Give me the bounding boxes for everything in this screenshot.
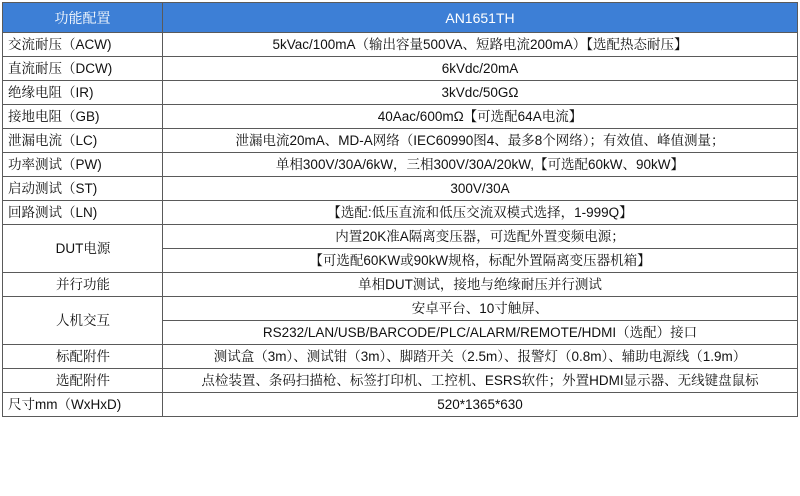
table-row [3,81,798,105]
row-label-gb: 接地电阻（GB) [3,105,163,129]
row-label-ln: 回路测试（LN) [3,201,163,225]
table-row [3,57,798,81]
table-row [3,105,798,129]
row-value-dcw: 6kVdc/20mA [163,57,798,81]
row-value-hmi-2: RS232/LAN/USB/BARCODE/PLC/ALARM/REMOTE/HDMI（选配）接口 [163,321,798,345]
row-value-hmi-1: 安卓平台、10寸触屏、 [163,297,798,321]
table-row [3,297,798,321]
row-value-st: 300V/30A [163,177,798,201]
table-row [3,201,798,225]
row-value-lc: 泄漏电流20mA、MD-A网络（IEC60990图4、最多8个网络）；有效值、峰值测量； [163,129,798,153]
row-value-acw: 5kVac/100mA（输出容量500VA、短路电流200mA）【选配热态耐压】 [163,33,798,57]
row-label-lc: 泄漏电流（LC) [3,129,163,153]
header-function-config: 功能配置 [3,3,163,33]
table-row [3,393,798,417]
table-row [3,225,798,249]
table-row [3,369,798,393]
row-value-ln: 【选配:低压直流和低压交流双模式选择，1-999Q】 [163,201,798,225]
row-label-hmi: 人机交互 [3,297,163,345]
row-value-dut-power-1: 内置20K准A隔离变压器，可选配外置变频电源； [163,225,798,249]
spec-table [2,2,798,417]
row-value-std-accessories: 测试盒（3m）、测试钳（3m）、脚踏开关（2.5m）、报警灯（0.8m）、辅助电源线（1.9m） [163,345,798,369]
table-row [3,273,798,297]
row-value-dimensions: 520*1365*630 [163,393,798,417]
row-label-parallel: 并行功能 [3,273,163,297]
row-value-pw: 单相300V/30A/6kW，三相300V/30A/20kW,【可选配60kW、90kW】 [163,153,798,177]
header-row [3,3,798,33]
row-label-ir: 绝缘电阻（IR) [3,81,163,105]
table-row [3,33,798,57]
row-label-acw: 交流耐压（ACW) [3,33,163,57]
row-value-opt-accessories: 点检装置、条码扫描枪、标签打印机、工控机、ESRS软件；外置HDMI显示器、无线键盘鼠标 [163,369,798,393]
row-label-st: 启动测试（ST) [3,177,163,201]
row-value-gb: 40Aac/600mΩ【可选配64A电流】 [163,105,798,129]
table-row [3,345,798,369]
table-row [3,177,798,201]
row-label-std-accessories: 标配附件 [3,345,163,369]
row-value-parallel: 单相DUT测试，接地与绝缘耐压并行测试 [163,273,798,297]
row-label-dcw: 直流耐压（DCW) [3,57,163,81]
row-label-dut-power: DUT电源 [3,225,163,273]
row-label-dimensions: 尺寸mm（WxHxD) [3,393,163,417]
row-label-pw: 功率测试（PW) [3,153,163,177]
table-row [3,129,798,153]
header-model: AN1651TH [163,3,798,33]
row-label-opt-accessories: 选配附件 [3,369,163,393]
table-row [3,153,798,177]
row-value-ir: 3kVdc/50GΩ [163,81,798,105]
row-value-dut-power-2: 【可选配60KW或90kW规格，标配外置隔离变压器机箱】 [163,249,798,273]
